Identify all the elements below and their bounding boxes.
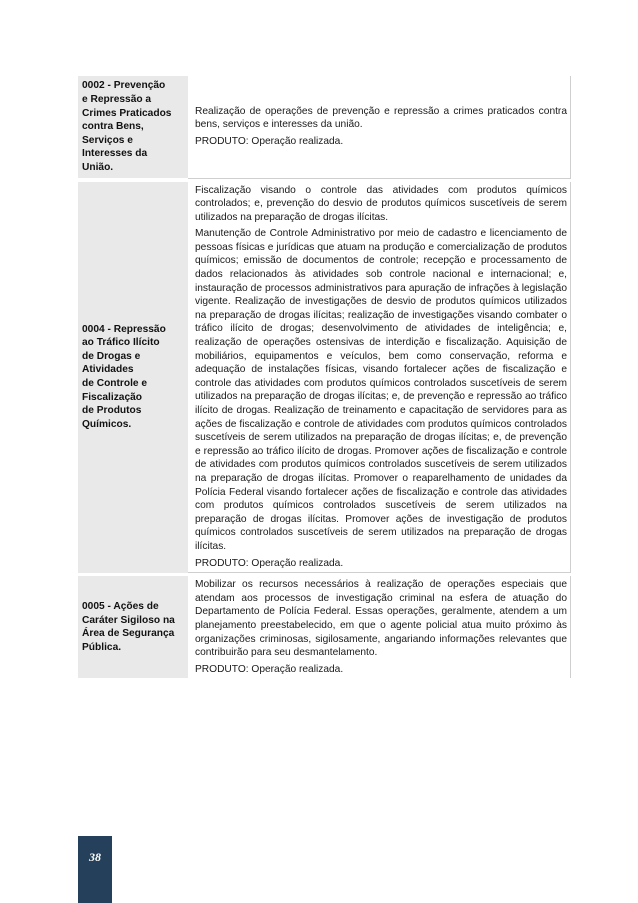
action-description-cell (188, 76, 571, 178)
page-number: 38 (89, 850, 101, 864)
description-paragraph: Manutenção de Controle Administrativo por meio de cadastro e licenciamento de pessoas físicas e jurídicas que atuam na produção e comercialização de produtos químicos; emissão de documentos de controle; recepção e processamento de dados relacionados às atividades sob controle nacional e internacional; e, instauração de processos administrativos para apuração de infrações à legislação vigente. Realização de investigações de desvio de produtos químicos utilizados na preparação de drogas ilícitas; realização de investigações visando combater o tráfico ilícito de drogas; desenvolvimento de atividades de inteligência; e, realização de operações ostensivas de interdição e fiscalização. Aquisição de mobiliários, equipamentos e veículos, bem como conservação, reforma e adequação de instalações físicas, visando fortalecer ações de fiscalização e controle das atividades com produtos químicos controlados suscetíveis de serem utilizados na preparação de drogas ilícitas; e, de prevenção e repressão ao tráfico ilícito de drogas. Realização de treinamento e capacitação de servidores para as ações de fiscalização e controle de atividades com produtos químicos controlados suscetíveis de serem utilizados na preparação de drogas ilícitas; e, de prevenção e repressão ao tráfico ilícito de drogas. Promover ações de fiscalização e controle de atividades com produtos químicos controlados suscetíveis de serem utilizados na preparação de drogas ilícitas. Promover o reaparelhamento de unidades da Polícia Federal visando fortalecer ações de fiscalização e controle das atividades com produtos químicos controlados suscetíveis de serem utilizados na preparação de drogas ilícitas. Promover ações de investigação de produtos químicos controlados suscetíveis de serem utilizados na preparação de drogas ilícitas. (195, 228, 567, 552)
description-paragraph: Fiscalização visando o controle das atividades com produtos químicos controlados; e, prevenção do desvio de produtos químicos suscetíveis de serem utilizados na preparação de drogas ilícitas. (195, 184, 567, 223)
action-code-cell (78, 182, 188, 573)
description-paragraph: Mobilizar os recursos necessários à realização de operações especiais que atendam aos processos de investigação criminal na esfera de atuação do Departamento de Polícia Federal. Essas operações, geralmente, atendem a um planejamento preestabelecido, em que o agente policial atua muito próximo às organizações criminosas, sigilosamente, angariando informações relevantes que contribuirão para seu desmantelamento. (195, 579, 567, 659)
page-number-tab (78, 836, 112, 903)
action-description-cell (188, 576, 571, 678)
product-paragraph: PRODUTO: Operação realizada. (195, 136, 344, 148)
description-paragraph: Realização de operações de prevenção e repressão a crimes praticados contra bens, serviços e interesses da união. (195, 105, 567, 131)
action-title: 0004 - Repressão ao Tráfico Ilícito de Drogas e Atividades de Controle e Fiscalização de Produtos Químicos. (82, 323, 166, 430)
action-code-cell (78, 76, 188, 178)
program-actions-table (78, 76, 571, 678)
table-row (78, 76, 571, 178)
action-title: 0002 - Prevenção e Repressão a Crimes Praticados contra Bens, Serviços e Interesses da União. (82, 80, 172, 173)
table-row (78, 182, 571, 573)
product-paragraph: PRODUTO: Operação realizada. (195, 663, 344, 675)
action-title: 0005 - Ações de Caráter Sigiloso na Área de Segurança Pública. (82, 601, 175, 653)
table-row (78, 576, 571, 678)
action-description-cell (188, 182, 571, 573)
product-paragraph: PRODUTO: Operação realizada. (195, 557, 344, 569)
action-code-cell (78, 576, 188, 678)
